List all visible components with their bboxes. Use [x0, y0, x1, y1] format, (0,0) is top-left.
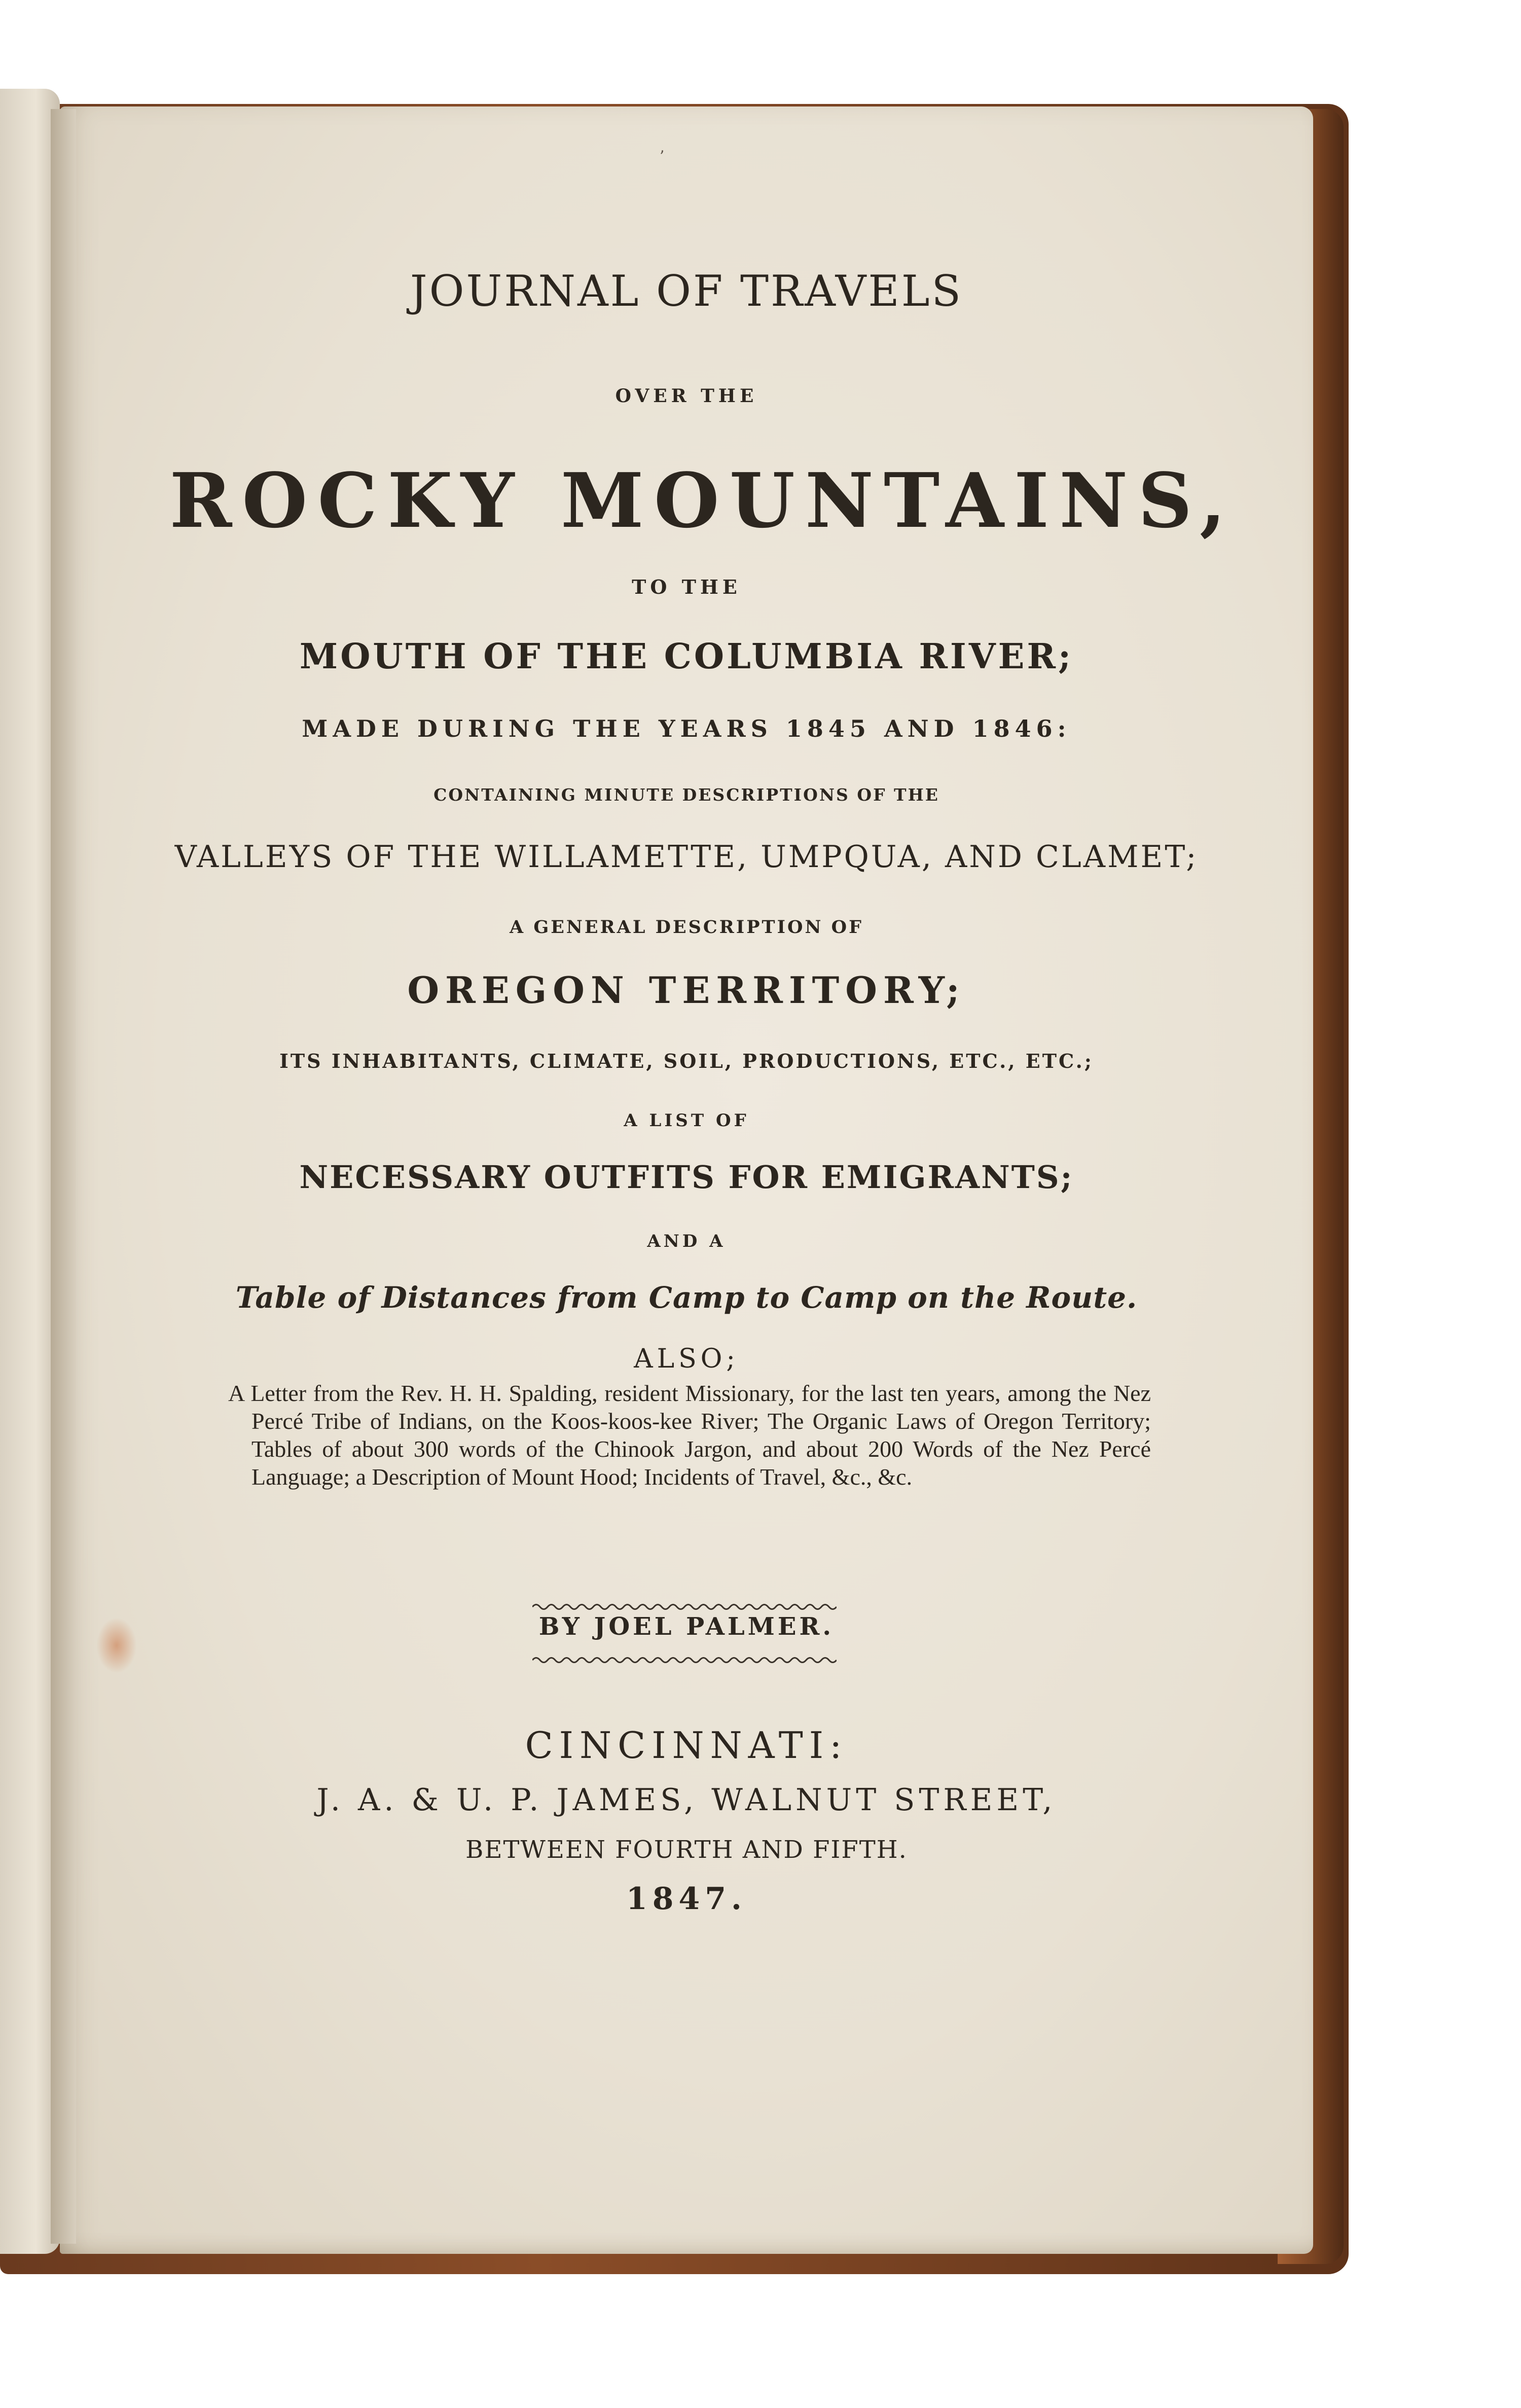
line-and-a: AND A — [647, 1231, 726, 1251]
imprint-publisher: J. A. & U. P. JAMES, WALNUT STREET, — [316, 1782, 1057, 1818]
title-journal: JOURNAL OF TRAVELS — [410, 266, 963, 316]
line-valleys: VALLEYS OF THE WILLAMETTE, UMPQUA, AND CLAMET; — [174, 839, 1199, 875]
line-inhabitants: ITS INHABITANTS, CLIMATE, SOIL, PRODUCTIONS, ETC., ETC.; — [279, 1050, 1094, 1072]
line-mouth-columbia: MOUTH OF THE COLUMBIA RIVER; — [299, 636, 1074, 677]
imprint-city: CINCINNATI: — [525, 1724, 848, 1767]
imprint-address: BETWEEN FOURTH AND FIFTH. — [465, 1836, 908, 1864]
contents-paragraph: A Letter from the Rev. H. H. Spalding, resident Missionary, for the last ten years, among the Nez Percé Tribe of Indians, on the Koos-koos-kee River; The Organic Laws of Oregon Territory; Tables of about 300 words of the Chinook Jargon, and about 200 Words of the Nez Percé Language; a Description of Mount Hood; Incidents of Travel, &c., &c. — [228, 1380, 1151, 1490]
line-oregon-territory: OREGON TERRITORY; — [407, 968, 966, 1012]
line-also: ALSO; — [634, 1344, 739, 1374]
author-line: BY JOEL PALMER. — [538, 1612, 835, 1641]
title-rocky-mountains: ROCKY MOUNTAINS, — [169, 456, 1236, 545]
line-table-of-distances: Table of Distances from Camp to Camp on the Route. — [235, 1280, 1138, 1315]
imprint-year: 1847. — [626, 1881, 747, 1917]
wavy-rule-bottom — [532, 1656, 837, 1665]
line-necessary-outfits: NECESSARY OUTFITS FOR EMIGRANTS; — [299, 1159, 1074, 1196]
line-over-the: OVER THE — [615, 385, 758, 407]
line-containing: CONTAINING MINUTE DESCRIPTIONS OF THE — [433, 785, 939, 805]
line-a-list-of: A LIST OF — [624, 1110, 749, 1131]
page-mark: ʼ — [659, 148, 664, 166]
line-made-during: MADE DURING THE YEARS 1845 AND 1846: — [302, 715, 1071, 742]
wavy-rule-top — [532, 1602, 837, 1611]
line-to-the: TO THE — [632, 576, 741, 598]
line-general-description: A GENERAL DESCRIPTION OF — [510, 917, 863, 938]
